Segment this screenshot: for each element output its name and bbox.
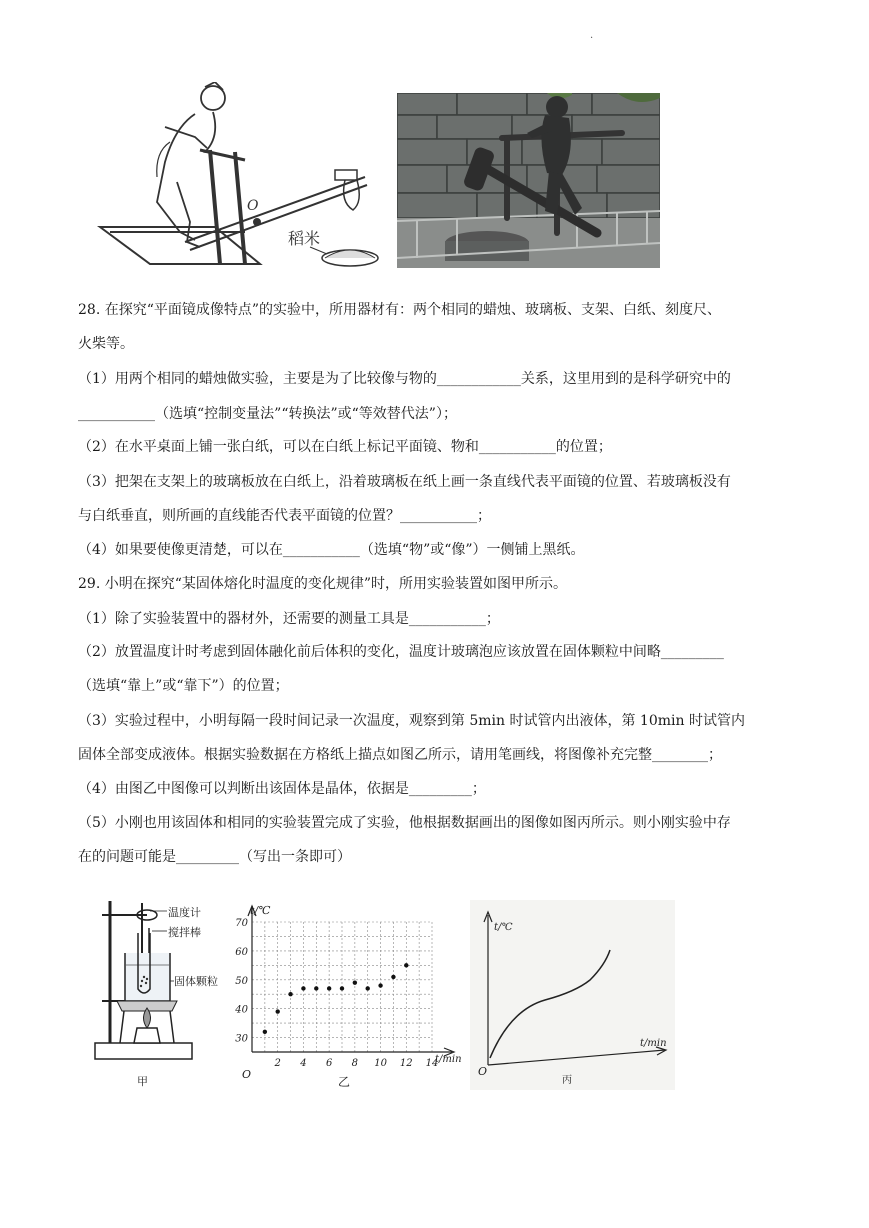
chart-yi-point: [391, 975, 395, 979]
chart-yi-point: [404, 963, 408, 967]
chart-bing-origin: O: [478, 1065, 488, 1078]
q28-part1-b: ___________（选填“控制变量法”“转换法”或“等效替代法”）；: [78, 406, 457, 422]
chart-yi-y-tick: 30: [235, 1033, 248, 1045]
q29-part3-a: （3）实验过程中，小明每隔一段时间记录一次温度，观察到第 5min 时试管内出液体，第 10min 时试管内: [78, 713, 745, 729]
chart-yi: [230, 900, 475, 1090]
chart-yi-x-tick: 6: [325, 1058, 333, 1069]
page-dot: .: [590, 30, 594, 41]
chart-yi-point: [301, 986, 305, 990]
rice-label: 稻米: [288, 229, 321, 248]
q28-line-1: 28. 在探究“平面镜成像特点”的实验中，所用器材有：两个相同的蜡烛、玻璃板、支架、白纸、刻度尺、: [78, 302, 722, 318]
q28-part3-b: 与白纸垂直，则所画的直线能否代表平面镜的位置？___________；: [78, 508, 491, 524]
chart-bing: [470, 900, 675, 1090]
label-stirrer: 搅拌棒: [168, 926, 201, 939]
q28-part2: （2）在水平桌面上铺一张白纸，可以在白纸上标记平面镜、物和___________的位置；: [78, 439, 612, 455]
label-thermometer: 温度计: [168, 906, 201, 919]
q28-line-2: 火柴等。: [78, 336, 134, 352]
q29-part2-a: （2）放置温度计时考虑到固体融化前后体积的变化，温度计玻璃泡应该放置在固体颗粒中间略_________: [78, 644, 724, 660]
chart-yi-point: [378, 983, 382, 987]
chart-yi-point: [353, 980, 357, 984]
apparatus-figure-jia: [92, 893, 237, 1093]
chart-yi-point: [314, 986, 318, 990]
q29-part3-b: 固体全部变成液体。根据实验数据在方格纸上描点如图乙所示，请用笔画线，将图像补充完整________；: [78, 747, 722, 763]
chart-yi-point: [288, 992, 292, 996]
chart-yi-y-tick: 40: [235, 1004, 248, 1016]
q29-part5-b: 在的问题可能是_________（写出一条即可）: [78, 849, 351, 865]
chart-bing-svg: [470, 900, 675, 1090]
chart-yi-x-tick: 4: [300, 1058, 307, 1069]
chart-yi-point: [327, 986, 331, 990]
chart-yi-x-tick: 10: [374, 1058, 387, 1069]
chart-yi-x-tick: 8: [351, 1058, 359, 1069]
chart-yi-caption: 乙: [338, 1075, 351, 1089]
chart-yi-svg: [230, 900, 475, 1090]
q29-part1: （1）除了实验装置中的器材外，还需要的测量工具是___________；: [78, 611, 500, 627]
chart-yi-x-tick: 12: [399, 1058, 413, 1069]
caption-jia: 甲: [137, 1075, 148, 1088]
chart-bing-caption: 丙: [562, 1075, 572, 1086]
q28-part1-a: （1）用两个相同的蜡烛做实验，主要是为了比较像与物的____________关系，这里用到的是科学研究中的: [78, 371, 731, 387]
chart-yi-ylabel: t/℃: [250, 904, 271, 917]
chart-yi-point: [263, 1030, 267, 1034]
chart-bing-ylabel: t/℃: [494, 922, 513, 933]
q28-part4: （4）如果要使像更清楚，可以在___________（选填“物”或“像”）一侧铺上黑纸。: [78, 542, 585, 558]
chart-yi-y-tick: 70: [235, 918, 248, 929]
q29-part2-b: （选填“靠上”或“靠下”）的位置；: [78, 678, 289, 694]
q29-part4: （4）由图乙中图像可以判断出该固体是晶体，依据是_________；: [78, 781, 486, 797]
chart-yi-y-tick: 60: [235, 946, 248, 958]
chart-yi-x-tick: 14: [425, 1058, 439, 1069]
label-particles: 固体颗粒: [174, 975, 218, 988]
chart-yi-x-tick: 2: [274, 1058, 281, 1069]
chart-yi-y-tick: 50: [235, 975, 248, 987]
q28-part3-a: （3）把架在支架上的玻璃板放在白纸上，沿着玻璃板在纸上画一条直线代表平面镜的位置、若玻璃板没有: [78, 474, 731, 490]
chart-yi-point: [366, 986, 370, 990]
chart-yi-origin: O: [242, 1068, 252, 1081]
q29-line-1: 29. 小明在探究“某固体熔化时温度的变化规律”时，所用实验装置如图甲所示。: [78, 576, 568, 592]
treadle-pestle-drawing: [95, 82, 380, 272]
chart-yi-point: [340, 986, 344, 990]
q29-part5-a: （5）小刚也用该固体和相同的实验装置完成了实验，他根据数据画出的图像如图丙所示。则小刚实验中存: [78, 815, 731, 831]
chart-yi-xlabel: t/min: [435, 1054, 462, 1065]
chart-bing-xlabel: t/min: [640, 1038, 667, 1049]
chart-yi-point: [276, 1009, 280, 1013]
statue-photo: [397, 93, 660, 268]
pivot-label: O: [247, 198, 259, 214]
